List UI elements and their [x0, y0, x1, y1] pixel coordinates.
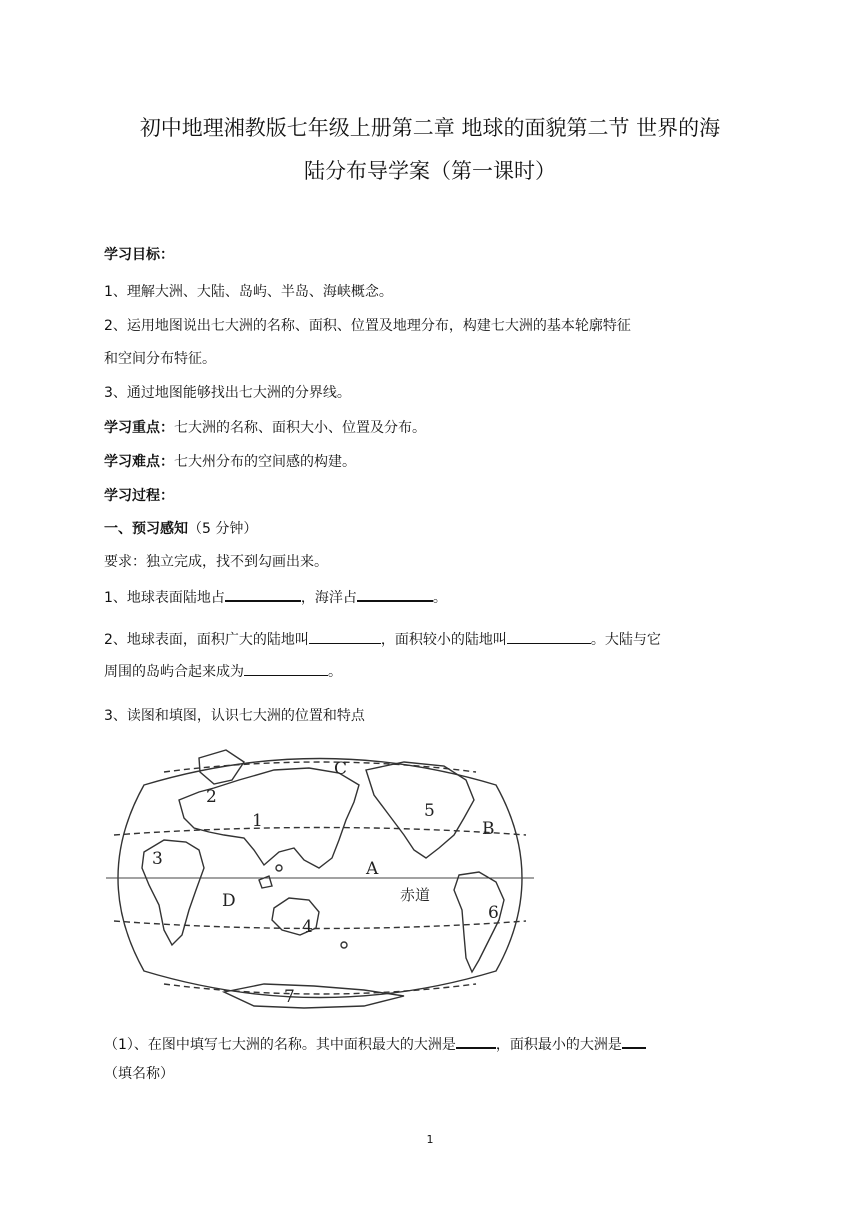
tropic-of-cancer — [114, 828, 526, 836]
map-label-4: 4 — [302, 917, 313, 937]
map-label-C: C — [334, 759, 348, 779]
question-3: 3、读图和填图，认识七大洲的位置和特点 — [104, 708, 365, 724]
preview-label: 一、预习感知 — [104, 521, 188, 537]
answer-blank-island[interactable] — [507, 629, 591, 644]
difficulty-label: 学习难点： — [104, 454, 174, 470]
key-point-text: 七大洲的名称、面积大小、位置及分布。 — [174, 420, 426, 436]
map-label-2: 2 — [206, 787, 217, 807]
answer-blank-continent[interactable] — [309, 629, 381, 644]
antarctic-circle — [164, 984, 476, 994]
question-1-part-c: 。 — [432, 590, 447, 606]
map-label-6: 6 — [488, 903, 499, 923]
sub-question-1 — [104, 1033, 646, 1054]
objective-item-2: 2、运用地图说出七大洲的名称、面积、位置及地理分布，构建七大洲的基本轮廓特征 — [104, 318, 631, 334]
map-label-D: D — [222, 891, 236, 911]
answer-blank-landmass[interactable] — [244, 661, 328, 676]
answer-blank-land[interactable] — [225, 586, 301, 602]
eurasia-outline — [179, 768, 359, 868]
map-label-A: A — [366, 859, 379, 879]
world-map-sketch — [104, 740, 536, 1016]
difficulty — [104, 451, 356, 471]
preview-time: （5 分钟） — [188, 521, 258, 537]
requirement-text: 要求：独立完成，找不到勾画出来。 — [104, 554, 328, 570]
question-2-part-d: 周围的岛屿合起来成为 — [104, 664, 244, 680]
preview-heading — [104, 518, 257, 538]
map-label-1: 1 — [252, 811, 263, 831]
key-point-label: 学习重点： — [104, 420, 174, 436]
map-label-7: 7 — [284, 987, 295, 1007]
question-2-part-e: 。 — [328, 664, 342, 680]
map-label-equator: 赤道 — [400, 886, 431, 904]
document-title-line-2: 陆分布导学案（第一课时） — [304, 159, 556, 183]
tropic-of-capricorn — [114, 921, 526, 929]
question-2-part-a: 2、地球表面，面积广大的陆地叫 — [104, 632, 309, 648]
key-point — [104, 417, 426, 437]
process-heading: 学习过程： — [104, 488, 174, 504]
objective-item-1: 1、理解大洲、大陆、岛屿、半岛、海峡概念。 — [104, 284, 393, 300]
answer-blank-ocean[interactable] — [357, 586, 433, 602]
island-2 — [341, 942, 347, 948]
answer-blank-smallest-continent[interactable] — [622, 1033, 646, 1049]
island-1 — [276, 865, 282, 871]
objective-item-3: 3、通过地图能够找出七大洲的分界线。 — [104, 385, 351, 401]
sub-question-1-part-b: ，面积最小的大洲是 — [495, 1037, 622, 1053]
map-label-B: B — [482, 819, 495, 839]
question-1-part-b: ，海洋占 — [300, 590, 357, 606]
antarctica-outline — [224, 984, 404, 1008]
document-title-line-1: 初中地理湘教版七年级上册第二章 地球的面貌第二节 世界的海 — [139, 116, 721, 140]
north-america-outline — [366, 762, 474, 858]
question-1-part-a: 1、地球表面陆地占 — [104, 590, 225, 606]
answer-blank-largest-continent[interactable] — [456, 1033, 496, 1049]
objectives-heading: 学习目标： — [104, 247, 174, 263]
question-1 — [104, 586, 447, 607]
question-2-continued — [104, 661, 342, 681]
difficulty-text: 七大州分布的空间感的构建。 — [174, 454, 356, 470]
page-number: 1 — [426, 1133, 434, 1146]
sub-question-1-continued: （填名称） — [104, 1066, 174, 1082]
map-label-3: 3 — [152, 849, 163, 869]
sub-question-1-part-a: （1）、在图中填写七大洲的名称。其中面积最大的大洲是 — [104, 1037, 456, 1053]
question-2-part-b: ，面积较小的陆地叫 — [380, 632, 507, 648]
objective-item-2-continued: 和空间分布特征。 — [104, 351, 216, 367]
map-label-5: 5 — [424, 801, 435, 821]
question-2-part-c: 。大陆与它 — [590, 632, 661, 648]
question-2 — [104, 629, 661, 649]
